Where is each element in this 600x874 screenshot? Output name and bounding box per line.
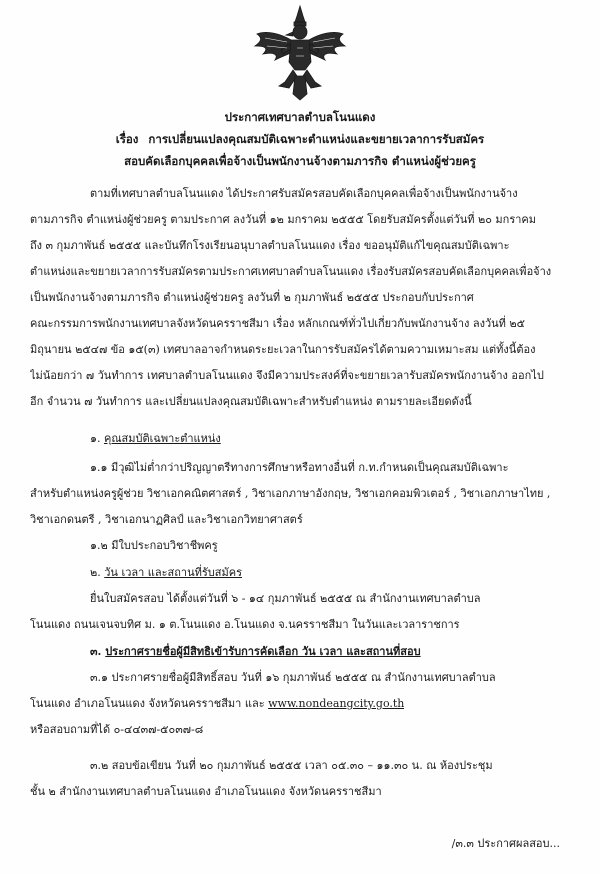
subject-label: เรื่อง: [115, 132, 139, 146]
paragraph-line: ตามภารกิจ ตำแหน่งผู้ช่วยครู ตามประกาศ ลงวันที่ ๑๒ มกราคม ๒๕๕๕ โดยรับสมัครตั้งแต่วันที่ ๒๐ มกราคม: [30, 213, 537, 226]
section-1-number: ๑.: [90, 432, 101, 445]
section-1-2-line: ๑.๒ มีใบประกอบวิชาชีพครู: [90, 539, 218, 552]
subject-text-1: การเปลี่ยนแปลงคุณสมบัติเฉพาะตำแหน่งและขยายเวลาการรับสมัคร: [148, 132, 485, 146]
paragraph-line: ไม่น้อยกว่า ๗ วันทำการ เทศบาลตำบลโนนแดง จึงมีความประสงค์ที่จะขยายเวลารับสมัครพนักงานจ้าง ออกไป: [30, 369, 544, 382]
paragraph-line: อีก จำนวน ๗ วันทำการ และเปลี่ยนแปลงคุณสมบัติเฉพาะสำหรับตำแหน่ง ตามรายละเอียดดังนี้: [30, 395, 472, 408]
paragraph-line: เป็นพนักงานจ้างตามภารกิจ ตำแหน่งผู้ช่วยครู ลงวันที่ ๒ กุมภาพันธ์ ๒๕๕๕ ประกอบกับประกาศ: [30, 291, 474, 304]
paragraph-line: ตำแหน่งและขยายเวลาการรับสมัครตามประกาศเทศบาลตำบลโนนแดง เรื่องรับสมัครสอบคัดเลือกบุคคลเพื่อจ้าง: [30, 265, 552, 278]
paragraph-line: คณะกรรมการพนักงานเทศบาลจังหวัดนครราชสีมา เรื่อง หลักเกณฑ์ทั่วไปเกี่ยวกับพนักงานจ้าง ลงวันที่ ๒๕: [30, 317, 525, 330]
website-link[interactable]: www.nondeangcity.go.th: [268, 697, 405, 710]
section-3-2-line: ๓.๒ สอบข้อเขียน วันที่ ๒๐ กุมภาพันธ์ ๒๕๕๕ เวลา ๐๕.๓๐ – ๑๑.๓๐ น. ณ ห้องประชุม: [90, 759, 493, 772]
section-1-title: คุณสมบัติเฉพาะตำแหน่ง: [103, 432, 221, 445]
paragraph-line: ถึง ๓ กุมภาพันธ์ ๒๕๕๕ และบันทึกโรงเรียนอนุบาลตำบลโนนแดง เรื่อง ขออนุมัติแก้ไขคุณสมบัติเฉพาะ: [30, 239, 510, 252]
section-3-1-phone: หรือสอบถามที่ได้ ๐-๔๔๓๗-๕๐๓๗-๘: [30, 723, 204, 736]
section-3-1-line: [30, 695, 404, 713]
subject-line-1: [0, 128, 600, 150]
section-2-line: ยื่นใบสมัครสอบ ได้ตั้งแต่วันที่ ๖ - ๑๔ กุมภาพันธ์ ๒๕๕๕ ณ สำนักงานเทศบาลตำบล: [90, 592, 481, 605]
section-3-2-line: ชั้น ๒ สำนักงานเทศบาลตำบลโนนแดง อำเภอโนนแดง จังหวัดนครราชสีมา: [30, 785, 382, 798]
section-3-heading: [90, 643, 421, 661]
section-2-title: วัน เวลา และสถานที่รับสมัคร: [104, 566, 242, 579]
section-3-1-line: ๓.๑ ประกาศรายชื่อผู้มีสิทธิ์สอบ วันที่ ๑๖ กุมภาพันธ์ ๒๕๕๕ ณ สำนักงานเทศบาลตำบล: [90, 671, 496, 684]
section-1-1-line: ๑.๑ มีวุฒิไม่ต่ำกว่าปริญญาตรีทางการศึกษาหรือทางอื่นที่ ก.ท.กำหนดเป็นคุณสมบัติเฉพาะ: [90, 461, 509, 474]
section-2-heading: [90, 564, 242, 582]
section-2-number: ๒.: [90, 566, 101, 579]
section-3-1-text: โนนแดง อำเภอโนนแดง จังหวัดนครราชสีมา และ: [30, 697, 269, 710]
section-1-heading: [90, 430, 221, 448]
section-3-number: ๓.: [90, 645, 102, 658]
announcement-title: ประกาศเทศบาลตำบลโนนแดง: [224, 110, 376, 124]
section-1-1-line: วิชาเอกดนตรี , วิชาเอกนาฏศิลป์ และวิชาเอกวิทยาศาสตร์: [30, 513, 303, 526]
subject-line-2: สอบคัดเลือกบุคคลเพื่อจ้างเป็นพนักงานจ้างตามภารกิจ ตำแหน่งผู้ช่วยครู: [124, 154, 476, 168]
continuation-note: /๓.๓ ประกาศผลสอบ...: [451, 837, 560, 850]
section-3-title: ประกาศรายชื่อผู้มีสิทธิเข้ารับการคัดเลือก วัน เวลา และสถานที่สอบ: [105, 645, 421, 658]
section-1-1-line: สำหรับตำแหน่งครูผู้ช่วย วิชาเอกคณิตศาสตร์ , วิชาเอกภาษาอังกฤษ, วิชาเอกคอมพิวเตอร์ , วิชาเอกภาษาไทย ,: [30, 487, 551, 500]
paragraph-line: มิถุนายน ๒๕๔๗ ข้อ ๑๕(๓) เทศบาลอาจกำหนดระยะเวลาในการรับสมัครได้ตามความเหมาะสม แต่ทั้งนี้ต้อง: [30, 343, 536, 356]
paragraph-line: ตามที่เทศบาลตำบลโนนแดง ได้ประกาศรับสมัครสอบคัดเลือกบุคคลเพื่อจ้างเป็นพนักงานจ้าง: [90, 187, 518, 200]
section-2-line: โนนแดง ถนนเจนจบทิศ ม. ๑ ต.โนนแดง อ.โนนแดง จ.นครราชสีมา ในวันและเวลาราชการ: [30, 618, 460, 631]
garuda-emblem-icon: [253, 4, 347, 102]
